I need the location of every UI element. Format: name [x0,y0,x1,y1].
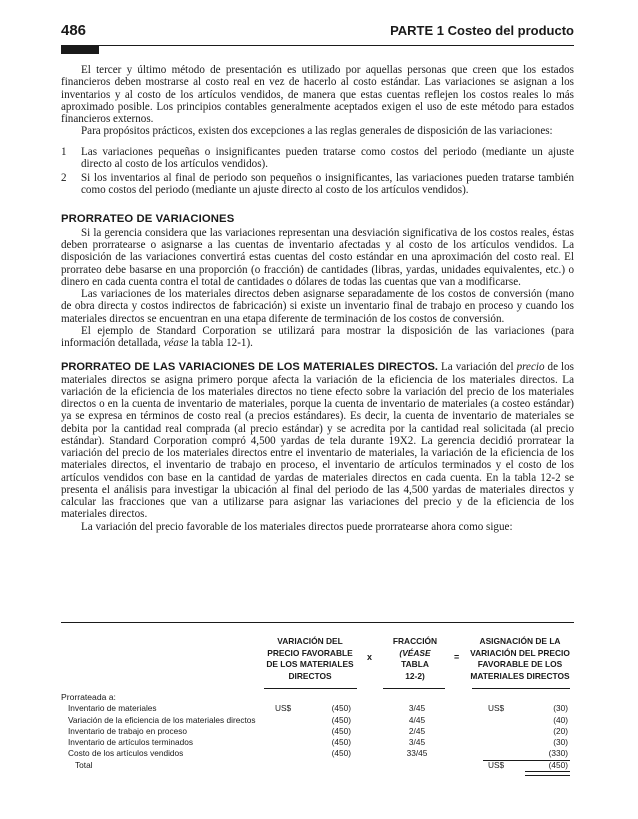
currency: US$ [275,703,292,714]
header-line: VARIACIÓN DEL PRECIO [470,647,570,658]
paragraph: La variación del precio favorable de los materiales directos puede prorratearse ahora como sigue: [81,520,513,533]
paragraph-text: de los materiales directos se asigna primero porque afecta la variación de la eficiencia de los materiales directos. La variación de la eficiencia de los materiales directos no tiene efecto sobre la variación del precio de los materiales directos o en la cuenta de inventario de materiales, porque la cuenta de inventario de materiales (a costeo estándar) ya se expresa en términos de costo real (a precios estándares). Es decir, la cuenta de inventario de materiales se debita por la cantidad real comprada (al precio estándar) y se acredita por la cantidad real solicitada (al precio estándar). Standard Corporation compró 4,500 yardas de tela durante 19X2. La gerencia decidió prorratear la variación del precio de los materiales directos entre el inventario de materiales, la variación de la eficiencia de los materiales directos, el inventario de trabajo en proceso, el inventario de artículos terminados y el costo de los artículos vendidos con base en la cantidad de yardas de materiales directos en cada cuenta. En la tabla 12-2 se presenta el análisis para investigar la ubicación al final del periodo de las 4,500 yardas de materiales directos y calcular las fracciones que van a utilizarse para asignar las variaciones del precio y de la eficiencia de los materiales directos. [61,361,574,521]
italic-text: véase [163,337,189,349]
paragraph: Las variaciones de los materiales directos deben asignarse separadamente de los costos de conversión (mano de obra directa y costos indirectos de fabricación) si existe un inventario final de trabajo en proceso y cuando los materiales directos se encuentran en una etapa diferente de terminación de los costos de conversión. [61,288,574,325]
allocation-value: (330) [548,748,568,759]
header-line: DE LOS MATERIALES [266,659,354,669]
variance-value: (450) [331,748,351,759]
paragraph: Si la gerencia considera que las variaciones representan una desviación significativa de los costos reales, éstas deben prorratearse o asignarse a las cuentas de inventario afectadas y al costo de los artículos vendidos. La disposición de las variaciones convertirá estas cuentas del costo estándar en una aproximación del costo real. El prorrateo debe basarse en una proporción (o fracción) de cantidades (libras, yardas, unidades equivalentes, etc.) o dinero en cada cuenta contra el total de cantidades o dólares de todas las cuentas que van a modificarse. [61,226,574,288]
header-line: PRECIO FAVORABLE [267,647,353,658]
body-text [61,64,574,533]
paragraph-text: Para propósitos prácticos, existen dos excepciones a las reglas generales de disposición de las variaciones: [81,125,553,138]
header-line: MATERIALES DIRECTOS [470,670,570,681]
allocation-value: (40) [553,714,568,725]
variance-value: (450) [331,725,351,736]
table-row [61,703,574,714]
header-line: FAVORABLE DE LOS [477,659,563,669]
exceptions-list [61,146,574,197]
row-label: Variación de la eficiencia de los materiales directos [68,714,256,725]
header-line: (VÉASE [399,647,431,658]
row-label: Inventario de trabajo en proceso [68,725,188,736]
allocation-value: (30) [553,737,568,748]
list-item [61,146,574,171]
fraction-value: 33/45 [406,748,428,759]
list-number: 1 [61,145,67,158]
paragraph [61,125,574,137]
running-title: PARTE 1 Costeo del producto [390,23,574,38]
allocation-value: (20) [553,725,568,736]
column-header-fraction [379,636,451,682]
table-body [61,692,574,771]
table-top-rule [61,622,574,623]
table-row [61,737,574,748]
header-line: FRACCIÓN [392,636,438,646]
italic-text: precio [516,361,545,374]
header-rule [61,45,574,46]
runin-heading: PRORRATEO DE LAS VARIACIONES DE LOS MATERIALES DIRECTOS. [61,361,438,374]
fraction-value: 3/45 [408,737,426,748]
header-underline [264,688,357,689]
total-row [61,760,574,771]
variance-value: (450) [331,703,351,714]
table-row [61,748,574,759]
page-number: 486 [61,22,87,39]
header-underline [383,688,445,689]
fraction-value: 4/45 [408,714,426,725]
fraction-value: 3/45 [408,703,426,714]
total-value: (450) [548,759,568,770]
variance-value: (450) [331,714,351,725]
paragraph-text: La variación del [437,361,517,374]
table-row [61,715,574,726]
currency: US$ [488,759,505,770]
group-label: Prorrateada a: [61,692,116,702]
total-label: Total [75,759,93,770]
column-header-allocation [466,636,574,682]
header-line: ASIGNACIÓN DE LA [479,636,561,646]
list-text: Las variaciones pequeñas o insignificantes pueden tratarse como costos del periodo (mediante un ajuste directo al costo de los artículos vendidos). [81,145,574,170]
paragraph-text: El ejemplo de Standard Corporation se utilizará para mostrar la disposición de las variaciones (para información detallada, [61,324,574,349]
header-line: DIRECTOS [288,670,332,681]
list-number: 2 [61,172,67,184]
column-header-variance [257,636,363,682]
table-row [61,726,574,737]
paragraph [61,325,574,350]
times-operator: x [367,652,373,662]
header-line: TABLA [401,659,429,669]
header-line: VARIACIÓN DEL [277,636,343,646]
fraction-value: 2/45 [408,725,426,736]
paragraph: El tercer y último método de presentación es utilizado por aquellas personas que creen que los estados financieros deben mostrarse al costo real en vez de hacerlo al costo estándar. Las variaciones se asignan a los inventarios y al costo de los artículos vendidos, de manera que estas cuentas reflejen los costos reales lo más aproximado posible. Los principios contables generalmente aceptados exigen el uso de este método para estados financieros externos. [61,64,574,125]
list-text: Si los inventarios al final de periodo son pequeños o insignificantes, las variaciones pueden tratarse también como costos del periodo (mediante un ajuste directo al costo de los artículos vendidos). [81,172,574,197]
row-label: Inventario de artículos terminados [68,737,193,748]
variance-value: (450) [331,737,351,748]
header-block [61,45,99,54]
equals-operator: = [454,652,460,662]
row-label: Costo de los artículos vendidos [68,748,184,759]
list-item [61,172,574,197]
double-underline [525,771,570,776]
paragraph [61,361,574,520]
header-underline [472,688,570,689]
row-label: Inventario de materiales [68,703,157,714]
header-line: 12-2) [405,670,425,681]
paragraph-text: la tabla 12-1). [188,337,253,349]
currency: US$ [488,703,505,714]
section-heading: PRORRATEO DE VARIACIONES [61,212,235,225]
allocation-value: (30) [553,703,568,714]
